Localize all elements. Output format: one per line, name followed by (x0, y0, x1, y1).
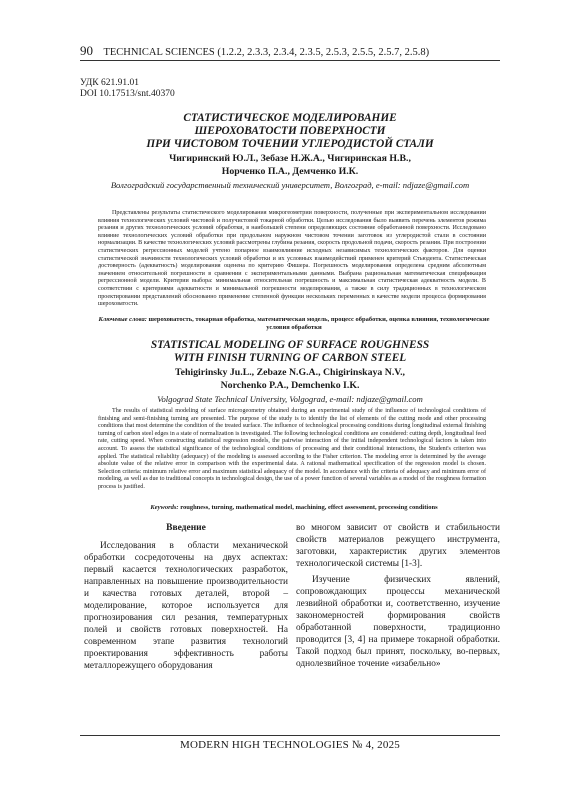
en-keywords-list: roughness, turning, mathematical model, machining, effect assessment, processing conditions (180, 504, 438, 511)
ru-affiliation: Волгоградский государственный технический университет, Волгоград, e-mail: ndjaze@gmail.com (110, 180, 470, 190)
ru-title: СТАТИСТИЧЕСКОЕ МОДЕЛИРОВАНИЕ ШЕРОХОВАТОСТИ ПОВЕРХНОСТИ ПРИ ЧИСТОВОМ ТОЧЕНИИ УГЛЕРОДИСТОЙ СТАЛИ (146, 112, 434, 150)
ru-authors: Чигиринский Ю.Л., Зебазе Н.Ж.А., Чигиринская Н.В., Норченко П.А., Демченко И.К. (169, 153, 411, 177)
en-affiliation: Volgograd State Technical University, Volgograd, e-mail: ndjaze@gmail.com (157, 394, 423, 404)
right-paragraph: Изучение физических явлений, сопровождающих процессы механической лезвийной обработки и, соответственно, изучение закономерностей формирования свойств обработанной поверхности, традиционно проводится [3, 4] на примере токарной обработки. Такой подход был принят, поскольку, во-первых, однолезвийное точение «изабельно» (296, 575, 500, 669)
intro-heading: Введение (166, 523, 206, 533)
page-number: 90 (80, 43, 93, 58)
en-title: STATISTICAL MODELING OF SURFACE ROUGHNESS WITH FINISH TURNING OF CARBON STEEL (150, 339, 430, 364)
doi: DOI 10.17513/snt.40370 (80, 89, 175, 99)
article-meta (80, 78, 175, 100)
right-column (296, 522, 500, 670)
left-column (84, 522, 288, 672)
header-divider (80, 60, 500, 61)
footer-divider (80, 735, 500, 736)
ru-keywords-label: Ключевые слова: (98, 316, 147, 323)
en-abstract: The results of statistical modeling of surface microgeometry obtained during an experimental study of the influence of technological conditions of finishing and semi-finishing turning are presented. The purpose of the study is to identify the list of elements of the cutting mode and other processing conditions that most determine the condition of the treated surface. The influence of technological processing conditions during longitudinal external finishing turning of carbon steel edges in a state of normalization is investigated. The following technological conditions are considered: cutting depth, longitudinal feed rate, cutting speed. When constructing statistical regression models, the pairwise interaction of the initial independent technological factors is taken into account. To assess the statistical significance of the technological conditions of processing and their conditional interactions, the Student's criterion was applied. The statistical reliability (adequacy) of the modeling is assessed according to the Fisher criterion. The modeling error is determined by the average absolute value of the relative error in comparison with the experimental data. A rational mathematical specification of the regression model is chosen. Selection criteria: minimum relative error and maximum statistical adequacy of the model. In accordance with the criteria of adequacy and minimum error of modeling, as well as due to traditional concepts in technological design, the use of a power function of several variables as a model of the roughness formation process is justified. (98, 408, 486, 490)
ru-keywords (92, 316, 496, 332)
udk-code: УДК 621.91.01 (80, 78, 139, 88)
ru-title-block (80, 112, 500, 191)
left-paragraph: Исследования в области механической обработки сосредоточены на двух аспектах: первый касается технологических разработок, направленных на повышение производительности и качества готовых деталей, второй – моделирование, которое используется для прогнозирования сил резания, температурных полей и свойств готовых поверхностей. На современном этапе развития технологий проектирования эффективность работы металлорежущего оборудования (84, 541, 288, 671)
en-keywords (92, 504, 496, 512)
en-keywords-label: Keywords: (150, 504, 179, 511)
ru-keywords-list: шероховатость, токарная обработка, математическая модель, процесс обработки, оценка влияния, технологические условия обработки (148, 316, 490, 331)
ru-abstract: Представлены результаты статистического моделирования микрогеометрии поверхности, полученные при экспериментальном исследовании влияния технологических условий чистовой и получистовой токарной обработки. Целью исследования было выявить перечень элементов режима резания и других технологических условий обработки, в наибольшей степени определяющих состояние обработанной поверхности. Исследовано влияние технологических условий обработки при продольном наружном чистовом точении заготовок из углеродистой стали в состоянии нормализации. В качестве технологических условий рассмотрены глубина резания, скорость продольной подачи, скорость резания. При построении статистических регрессионных моделей учтено попарное взаимовлияние исходных независимых технологических факторов. Для оценки статистической значимости технологических условий обработки и их условных взаимодействий применен критерий Стьюдента. Статистическая достоверность (адекватность) моделирования оценена по критерию Фишера. Погрешность моделирования определена средним абсолютным значением относительной погрешности в сравнении с экспериментальными данными. Выбрана рациональная математическая спецификация регрессионной модели. Критерии выбора: минимальная относительная погрешность и максимальная статистическая адекватность модели. В соответствии с критериями адекватности и минимальной погрешности моделирования, а также в силу традиционных в технологическом проектировании представлений обоснованно применение степенной функции нескольких переменных в качестве модели процесса формирования шероховатости. (98, 210, 486, 308)
en-title-block (80, 339, 500, 405)
right-paragraph-continued: во многом зависит от свойств и стабильности свойств материалов режущего инструмента, заготовки, характеристик других элементов технологической системы [1-3]. (296, 523, 500, 569)
journal-section: TECHNICAL SCIENCES (1.2.2, 2.3.3, 2.3.4, 2.3.5, 2.5.3, 2.5.5, 2.5.7, 2.5.8) (103, 47, 430, 58)
running-footer: MODERN HIGH TECHNOLOGIES № 4, 2025 (180, 739, 400, 751)
running-header (80, 44, 500, 60)
en-authors: Tehigirinsky Ju.L., Zebaze N.G.A., Chigirinskaya N.V., Norchenko P.A., Demchenko I.K. (175, 367, 405, 391)
